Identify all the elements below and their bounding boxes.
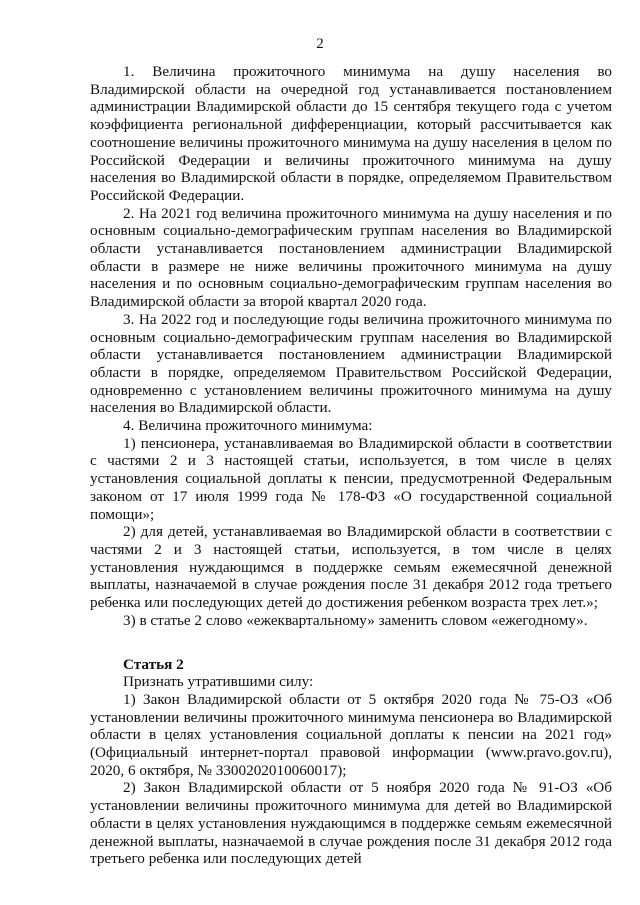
article1-paragraph-3: 3. На 2022 год и последующие годы величина прожиточного минимума по основным социально-демографическим группам населения во Владимирской области устанавливается постановлением администрации Владимирской области в порядке, определяемом Правительством Российской Федерации, одновременно с установлением величины прожиточного минимума на душу населения во Владимирской области.: [90, 310, 612, 417]
article2-heading: Статья 2: [123, 655, 184, 673]
article1-item-3: 3) в статье 2 слово «ежеквартальному» заменить словом «ежегодному».: [123, 611, 588, 629]
article1-item-2: 2) для детей, устанавливаемая во Владимирской области в соответствии с частями 2 и 3 настоящей статьи, используется, в том числе в целях установления нуждающимся в поддержке семьям ежемесячной денежной выплаты, назначаемой в случае рождения после 31 декабря 2012 года третьего ребенка или последующих детей до достижения ребенком возраста трех лет.»;: [90, 523, 612, 612]
page-number: 2: [316, 36, 324, 52]
article2-paragraph-1: Признать утратившими силу:: [123, 673, 314, 691]
article2-item-1: 1) Закон Владимирской области от 5 октября 2020 года № 75-ОЗ «Об установлении величины прожиточного минимума пенсионера во Владимирской области в целях установления социальной доплаты к пенсии на 2021 год» (Официальный интернет-портал правовой информации (www.pravo.gov.ru), 2020, 6 октября, № 3300202010060017);: [90, 690, 612, 779]
article1-paragraph-4: 4. Величина прожиточного минимума:: [123, 417, 373, 435]
article1-item-1: 1) пенсионера, устанавливаемая во Владимирской области в соответствии с частями 2 и 3 настоящей статьи, используется, в том числе в целях установления социальной доплаты к пенсии, предусмотренной Федеральным законом от 17 июля 1999 года № 178-ФЗ «О государственной социальной помощи»;: [90, 434, 612, 523]
article1-paragraph-1: 1. Величина прожиточного минимума на душу населения во Владимирской области на очередной год устанавливается постановлением администрации Владимирской области до 15 сентября текущего года с учетом коэффициента региональной дифференциации, который рассчитывается как соотношение величины прожиточного минимума на душу населения в целом по Российской Федерации и величины прожиточного минимума на душу населения во Владимирской области в порядке, определяемом Правительством Российской Федерации.: [90, 63, 612, 204]
article2-item-2: 2) Закон Владимирской области от 5 ноября 2020 года № 91-ОЗ «Об установлении величины прожиточного минимума для детей во Владимирской области в целях установления нуждающимся в поддержке семьям ежемесячной денежной выплаты, назначаемой в случае рождения после 31 декабря 2012 года третьего ребенка или последующих детей: [90, 779, 612, 868]
document-body: [90, 63, 612, 868]
article1-paragraph-2: 2. На 2021 год величина прожиточного минимума на душу населения и по основным социально-демографическим группам населения во Владимирской области устанавливается постановлением администрации Владимирской области в размере не ниже величины прожиточного минимума на душу населения и по основным социально-демографическим группам населения во Владимирской области за второй квартал 2020 года.: [90, 204, 612, 311]
